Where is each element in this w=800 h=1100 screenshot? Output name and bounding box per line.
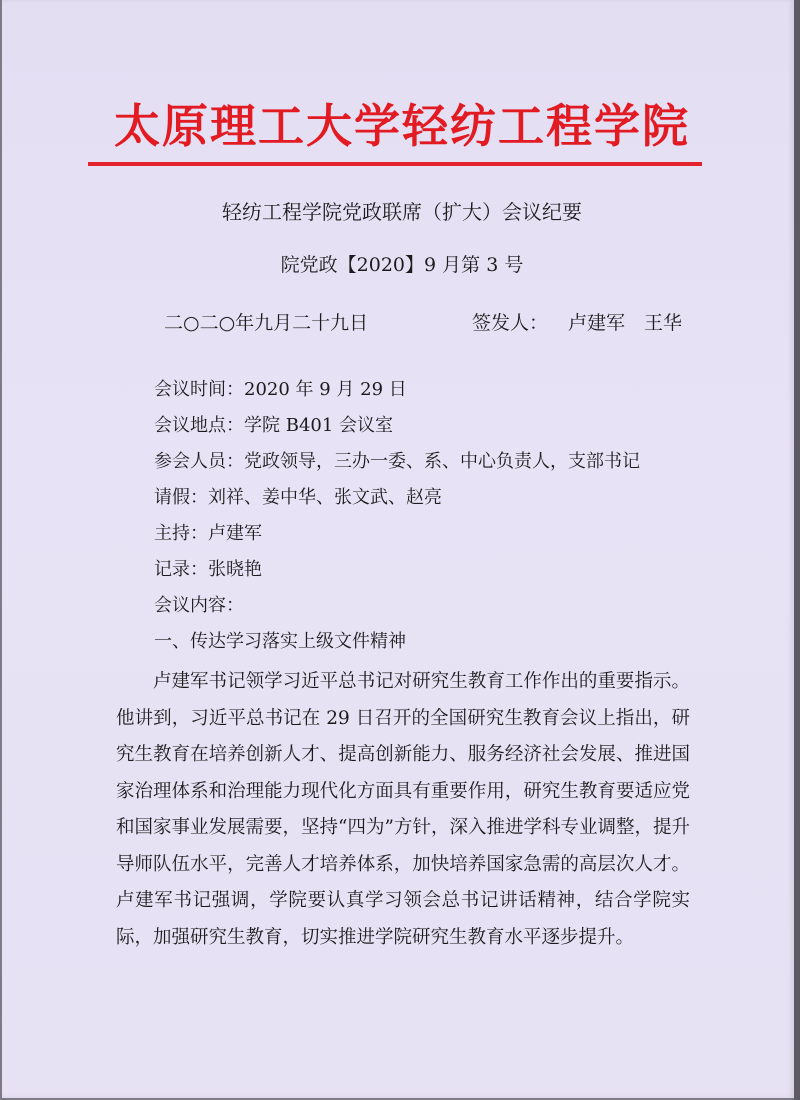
meeting-leave: 请假：刘祥、姜中华、张文武、赵亮 [154, 487, 442, 508]
section-heading: 一、传达学习落实上级文件精神 [154, 631, 406, 652]
document-number: 院党政【2020】9 月第 3 号 [280, 254, 524, 276]
institution-header: 太原理工大学轻纺工程学院 [114, 99, 690, 153]
meeting-host: 主持：卢建军 [154, 523, 262, 544]
issuer-line [472, 308, 682, 335]
document-title: 轻纺工程学院党政联席（扩大）会议纪要 [222, 200, 582, 224]
meeting-content-label: 会议内容： [154, 595, 244, 616]
meeting-attendees: 参会人员：党政领导，三办一委、系、中心负责人，支部书记 [154, 451, 640, 472]
document-date: 二○二○年九月二十九日 [164, 312, 369, 334]
meeting-location: 会议地点：学院 B401 会议室 [154, 415, 394, 436]
issuer-names: 卢建军 王华 [568, 312, 683, 334]
scan-edge [794, 0, 800, 1100]
meeting-recorder: 记录：张晓艳 [154, 559, 262, 580]
meeting-time: 会议时间：2020 年 9 月 29 日 [154, 379, 407, 400]
meeting-meta [154, 372, 640, 624]
red-divider-line [88, 162, 702, 166]
document-page [2, 0, 794, 1098]
issuer-label: 签发人： [472, 312, 549, 334]
section-paragraph: 卢建军书记领学习近平总书记对研究生教育工作作出的重要指示。他讲到，习近平总书记在 29 日召开的全国研究生教育会议上指出，研究生教育在培养创新人才、提高创新能力、服务经济社会发展、推进国家治理体系和治理能力现代化方面具有重要作用，研究生教育要适应党和国家事业发展需要，坚持“四为”方针，深入推进学科专业调整，提升导师队伍水平，完善人才培养体系，加快培养国家急需的高层次人才。卢建军书记强调，学院要认真学习领会总书记讲话精神，结合学院实际，加强研究生教育，切实推进学院研究生教育水平逐步提升。 [116, 671, 690, 948]
